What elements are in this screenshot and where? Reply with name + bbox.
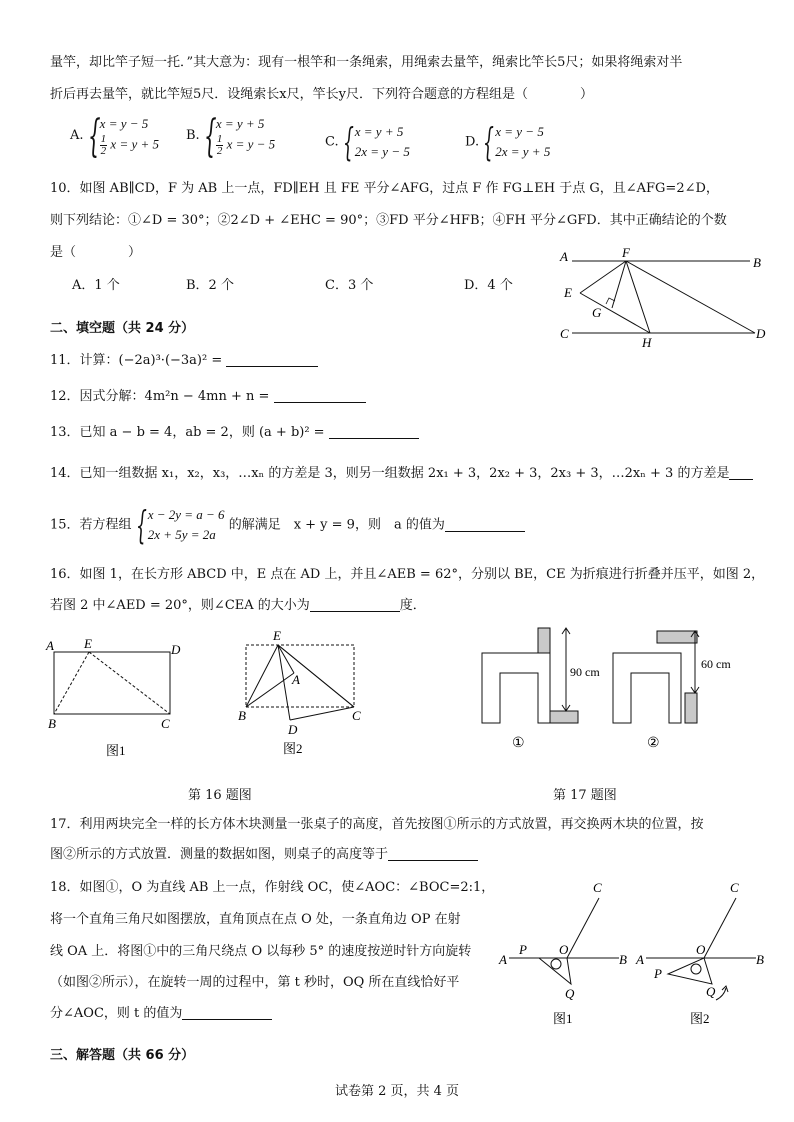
fig10-label-f: F [622,245,630,260]
option-label: C. [325,134,339,150]
fig10-label-c: C [560,326,569,341]
fig18b-label-o: O [696,942,706,957]
q9-option-c[interactable]: C. { x = y + 5 2x = y − 5 [325,120,410,164]
q10-figure [550,245,775,350]
fig18b-label-a: A [636,952,644,967]
fig17-caption: 第 17 题图 [553,788,617,803]
q16-line1: 16．如图 1，在长方形 ABCD 中，E 点在 AD 上，并且∠AEB = 62°，分别以 BE，CE 为折痕进行折叠并压平，如图 2， [50,567,765,582]
q17-answer-blank[interactable] [388,846,478,861]
q9-line2: 折后再去量竿，就比竿短5尺．设绳索长x尺，竿长y尺．下列符合题意的方程组是（ ） [50,87,593,102]
fig16a-label-e: E [84,636,92,651]
fig18b-caption: 图2 [690,1011,710,1026]
q18-line3: 线 OA 上．将图①中的三角尺绕点 O 以每秒 5° 的速度按逆时针方向旋转 [50,944,472,959]
q17-line2 [50,846,478,864]
q18-line4: （如图②所示），在旋转一周的过程中，第 t 秒时，OQ 所在直线恰好平 [50,975,460,990]
fig10-label-e: E [564,285,572,300]
option-label: D. [465,134,480,150]
fig16b-label-e: E [273,628,281,643]
q11-text: 11．计算：(−2a)³·(−3a)² = [50,353,223,368]
fig16a-label-d: D [171,642,181,657]
q14-answer-blank[interactable] [729,465,753,480]
q12-answer-blank[interactable] [274,388,366,403]
q15-eq1: x − 2y = a − 6 [147,507,225,522]
q17-label-60: 60 cm [701,657,731,671]
q15-prefix: 15．若方程组 [50,517,132,533]
fig10-label-a: A [560,249,568,264]
q16-line2 [50,597,426,615]
fig16a-caption: 图1 [106,743,126,758]
q10-option-d[interactable]: D．4 个 [464,278,513,293]
option-label: B. [186,128,200,143]
q16-unit: 度． [399,598,426,613]
q18-line2: 将一个直角三角尺如图摆放，直角顶点在点 O 处，一条直角边 OP 在射 [50,912,461,927]
q15-suffix: 的解满足 x + y = 9，则 a 的值为 [228,517,445,533]
fig10-label-b: B [753,255,761,270]
q11 [50,352,318,370]
q17-figure-2 [605,625,755,755]
section-2-heading: 二、填空题（共 24 分） [50,321,195,336]
fig16a-label-b: B [48,716,56,731]
q14-text: 14．已知一组数据 x₁，x₂，x₃，…xₙ 的方差是 3，则另一组数据 2x₁ + 3，2x₂ + 3，2x₃ + 3，…2xₙ + 3 的方差是 [50,466,730,481]
fig16b-caption: 图2 [283,741,303,756]
fig10-label-h: H [642,335,652,350]
eq1: x = y + 5 [215,116,265,131]
eq1: x = y + 5 [354,124,404,139]
q13 [50,424,419,442]
frac-den: 2 [100,145,107,157]
q17-mark-1: ① [512,736,525,751]
q16-figure-2 [232,628,372,760]
q17-line2-text: 图②所示的方式放置．测量的数据如图，则桌子的高度等于 [50,847,389,862]
section-3-heading: 三、解答题（共 66 分） [50,1048,195,1063]
q9-option-a[interactable]: A. { x = y − 5 $\frac{1}{2}$ x = y + 5 [70,111,160,162]
fig18b-label-p: P [654,966,662,981]
eq1: x = y − 5 [99,116,149,131]
q18-line1: 18．如图①，O 为直线 AB 上一点，作射线 OC，使∠AOC：∠BOC=2:1， [50,880,495,895]
q18-figure-1 [495,878,635,1038]
q10-line2: 则下列结论：①∠D = 30°；②2∠D + ∠EHC = 90°；③FD 平分∠HFB；④FH 平分∠GFD．其中正确结论的个数 [50,213,727,228]
fig18b-label-q: Q [706,984,716,999]
q17-label-90: 90 cm [570,665,600,679]
q10-option-a[interactable]: A．1 个 [72,278,120,293]
frac-den: 2 [216,145,223,157]
q13-text: 13．已知 a − b = 4，ab = 2，则 (a + b)² = [50,425,325,440]
frac-num: 1 [216,133,223,145]
fig16b-label-c: C [352,708,361,723]
q16-figure-1 [44,630,194,760]
option-label: A. [70,128,84,143]
fig18a-label-o: O [559,942,569,957]
q18-answer-blank[interactable] [182,1005,272,1020]
q9-option-b[interactable]: B. { x = y + 5 $\frac{1}{2}$ x = y − 5 [186,111,276,162]
q14 [50,465,753,483]
q9-line1: 量竿，却比竿子短一托．”其大意为：现有一根竿和一条绳索，用绳索去量竿，绳索比竿长5尺；如果将绳索对半 [50,55,683,70]
fig16b-label-d: D [288,722,298,737]
q12 [50,388,366,406]
fig16a-label-a: A [46,638,54,653]
fig18a-label-b: B [619,952,627,967]
frac-num: 1 [100,133,107,145]
q15: 15．若方程组 { x − 2y = a − 6 2x + 5y = 2a 的解满足 x + y = 9，则 a 的值为 [50,505,525,546]
q12-text: 12．因式分解：4m²n − 4mn + n = [50,389,270,404]
q16-line2-text: 若图 2 中∠AED = 20°，则∠CEA 的大小为 [50,598,310,613]
page-footer: 试卷第 2 页，共 4 页 [334,1084,460,1099]
q17-line1: 17．利用两块完全一样的长方体木块测量一张桌子的高度，首先按图①所示的方式放置，再交换两木块的位置，按 [50,817,704,832]
fig18a-caption: 图1 [553,1011,573,1026]
fig18b-label-b: B [756,952,764,967]
fig18a-label-q: Q [565,986,575,1001]
q10-line1: 10．如图 AB∥CD，F 为 AB 上一点，FD∥EH 且 FE 平分∠AFG，过点 F 作 FG⊥EH 于点 G，且∠AFG=2∠D， [50,181,719,196]
q15-answer-blank[interactable] [445,517,525,532]
fig18a-label-a: A [499,952,507,967]
q13-answer-blank[interactable] [329,424,419,439]
q10-line3: 是（ ） [50,245,142,260]
q18-line5-text: 分∠AOC，则 t 的值为 [50,1006,183,1021]
q11-answer-blank[interactable] [226,352,318,367]
fig18a-label-c: C [593,880,602,895]
q18-line5 [50,1005,272,1023]
q18-figure-2 [632,878,772,1038]
eq2: x = y + 5 [110,136,160,152]
q9-option-d[interactable]: D. { x = y − 5 2x = y + 5 [465,120,551,164]
eq1: x = y − 5 [495,124,544,139]
q10-option-b[interactable]: B．2 个 [186,278,234,293]
fig16b-label-a: A [292,672,300,687]
fig16-caption: 第 16 题图 [188,788,252,803]
q15-eq2: 2x + 5y = 2a [147,527,216,542]
fig10-label-g: G [592,305,602,320]
eq2: 2x = y − 5 [354,144,410,159]
fig18b-label-c: C [730,880,739,895]
q17-mark-2: ② [647,736,660,751]
fig16a-label-c: C [161,716,170,731]
eq2: x = y − 5 [226,136,276,152]
q17-figure-1 [470,625,620,755]
fig18a-label-p: P [519,942,527,957]
q10-option-c[interactable]: C．3 个 [325,278,374,293]
q16-answer-blank[interactable] [310,597,400,612]
fig10-label-d: D [756,326,766,341]
fig16b-label-b: B [238,708,246,723]
eq2: 2x = y + 5 [495,144,551,159]
